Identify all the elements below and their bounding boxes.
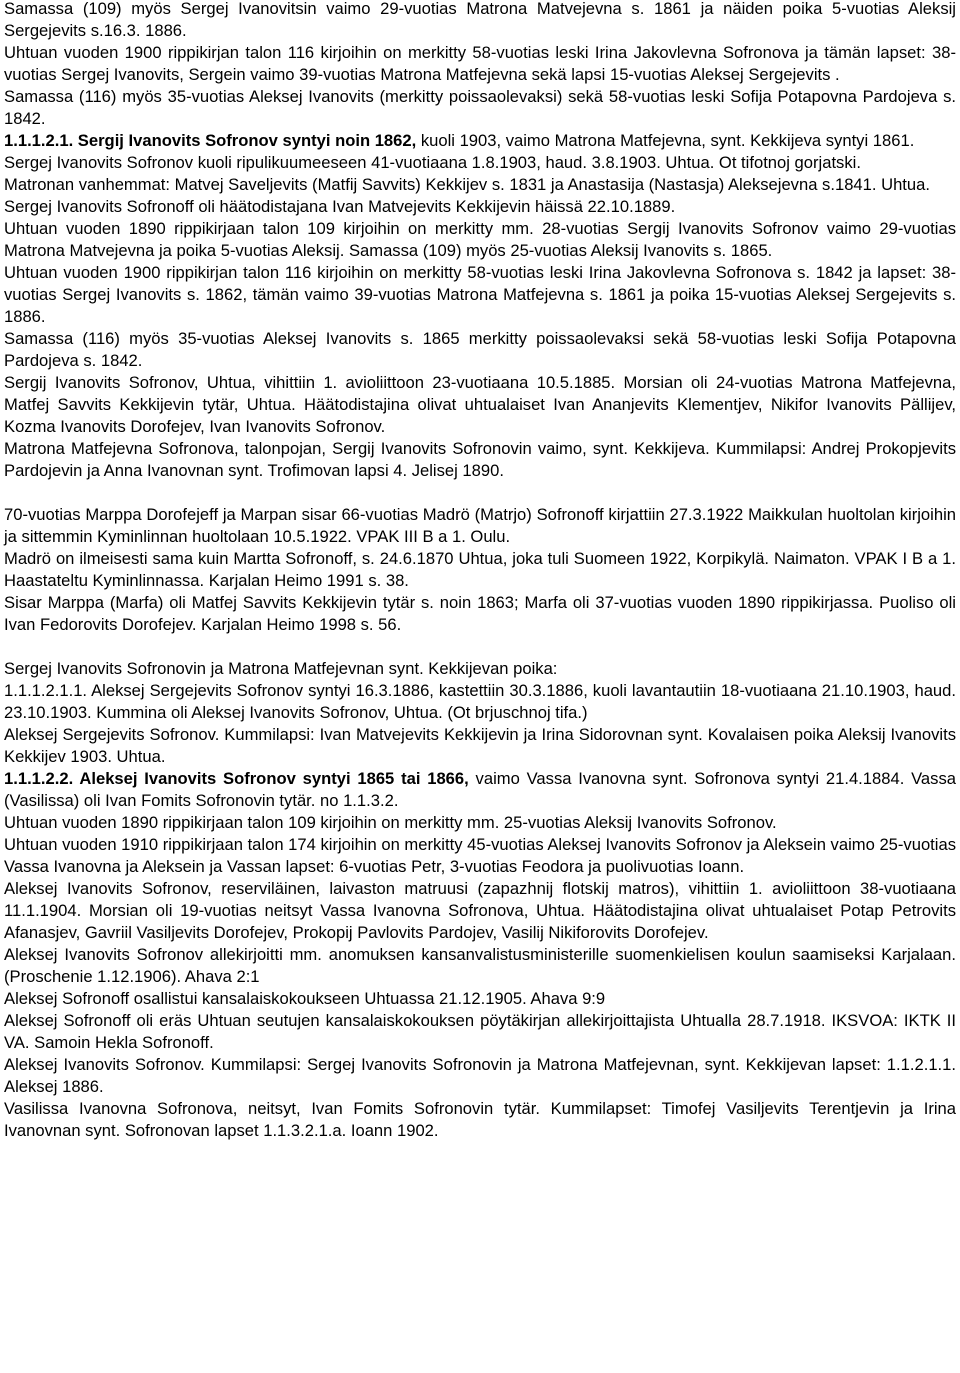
paragraph bbox=[4, 328, 956, 372]
paragraph bbox=[4, 768, 956, 812]
paragraph bbox=[4, 372, 956, 438]
paragraph bbox=[4, 438, 956, 482]
paragraph bbox=[4, 878, 956, 944]
paragraph bbox=[4, 218, 956, 262]
paragraph-text: Aleksej Sofronoff osallistui kansalaiskokoukseen Uhtuassa 21.12.1905. Ahava 9:9 bbox=[4, 989, 606, 1008]
paragraph bbox=[4, 0, 956, 42]
paragraph bbox=[4, 86, 956, 130]
paragraph bbox=[4, 504, 956, 548]
paragraph bbox=[4, 988, 956, 1010]
paragraph-text: Aleksej Ivanovits Sofronov. Kummilapsi: Sergej Ivanovits Sofronovin ja Matrona Matfejevnan, synt. Kekkijevan lapset: 1.1.2.1.1. Aleksej 1886. bbox=[4, 1055, 956, 1096]
paragraph-text: vaimo Vassa Ivanovna synt. Sofronova syntyi 21.4.1884. Vassa (Vasilissa) oli Ivan Fomits Sofronovin tytär. no 1.1.3.2. bbox=[4, 769, 956, 810]
paragraph-text: Madrö on ilmeisesti sama kuin Martta Sofronoff, s. 24.6.1870 Uhtua, joka tuli Suomeen 1922, Korpikylä. Naimaton. VPAK I B a 1. Haastateltu Kyminlinnassa. Karjalan Heimo 1991 s. 38. bbox=[4, 549, 956, 590]
paragraph bbox=[4, 42, 956, 86]
paragraph-text: 70-vuotias Marppa Dorofejeff ja Marpan sisar 66-vuotias Madrö (Matrjo) Sofronoff kirjattiin 27.3.1922 Maikkulan huoltolan kirjoihin ja sittemmin Kyminlinnan huoltolaan 10.5.1922. VPAK III B a 1. Oulu. bbox=[4, 505, 956, 546]
paragraph-text: Matrona Matfejevna Sofronova, talonpojan, Sergij Ivanovits Sofronovin vaimo, synt. Kekkijeva. Kummilapsi: Andrej Prokopjevits Pardojevin ja Anna Ivanovnan synt. Trofimovan lapsi 4. Jelisej 1890. bbox=[4, 439, 956, 480]
paragraph-spacer bbox=[4, 482, 956, 504]
paragraph-text: Uhtuan vuoden 1890 rippikirjaan talon 109 kirjoihin on merkitty mm. 25-vuotias Aleksij Ivanovits Sofronov. bbox=[4, 813, 777, 832]
paragraph bbox=[4, 812, 956, 834]
paragraph-text: Sisar Marppa (Marfa) oli Matfej Savvits Kekkijevin tytär s. noin 1863; Marfa oli 37-vuotias vuoden 1890 rippikirjassa. Puoliso oli Ivan Fedorovits Dorofejev. Karjalan Heimo 1998 s. 56. bbox=[4, 593, 956, 634]
paragraph-spacer bbox=[4, 636, 956, 658]
paragraph-text: Aleksej Sofronoff oli eräs Uhtuan seutujen kansalaiskokouksen pöytäkirjan allekirjoittajista Uhtualla 28.7.1918. IKSVOA: IKTK II VA. Samoin Hekla Sofronoff. bbox=[4, 1011, 956, 1052]
paragraph-text: Sergej Ivanovits Sofronoff oli häätodistajana Ivan Matvejevits Kekkijevin häissä 22.10.1889. bbox=[4, 197, 676, 216]
paragraph-text: kuoli 1903, vaimo Matrona Matfejevna, synt. Kekkijeva syntyi 1861. bbox=[416, 131, 915, 150]
paragraph-text: 1.1.1.2.1.1. Aleksej Sergejevits Sofronov syntyi 16.3.1886, kastettiin 30.3.1886, kuoli lavantautiin 18-vuotiaana 21.10.1903, haud. 23.10.1903. Kummina oli Aleksej Ivanovits Sofronov, Uhtua. (Ot brjuschnoj tifa.) bbox=[4, 681, 956, 722]
paragraph bbox=[4, 834, 956, 878]
paragraph-text: Sergej Ivanovits Sofronovin ja Matrona Matfejevnan synt. Kekkijevan poika: bbox=[4, 659, 558, 678]
paragraph bbox=[4, 130, 956, 152]
paragraph-text: Aleksej Ivanovits Sofronov, reserviläinen, laivaston matruusi (zapazhnij flotskij matros), vihittiin 1. avioliittoon 38-vuotiaana 11.1.1904. Morsian oli 19-vuotias neitsyt Vassa Ivanovna Sofronova, Uhtua. Häätodistajina olivat uhtualaiset Potap Petrovits Afanasjev, Gavriil Vasiljevits Dorofejev, Prokopij Pavlovits Pardojev, Vasilij Nikiforovits Dorofejev. bbox=[4, 879, 956, 942]
paragraph bbox=[4, 174, 956, 196]
paragraph bbox=[4, 1010, 956, 1054]
paragraph-text: Uhtuan vuoden 1890 rippikirjaan talon 109 kirjoihin on merkitty mm. 28-vuotias Sergij Ivanovits Sofronov vaimo 29-vuotias Matrona Matvejevna ja poika 5-vuotias Aleksij. Samassa (109) myös 25-vuotias Aleksij Ivanovits s. 1865. bbox=[4, 219, 956, 260]
paragraph-text: Sergej Ivanovits Sofronov kuoli ripulikuumeeseen 41-vuotiaana 1.8.1903, haud. 3.8.1903. Uhtua. Ot tifotnoj gorjatski. bbox=[4, 153, 861, 172]
paragraph bbox=[4, 548, 956, 592]
paragraph-text: Sergij Ivanovits Sofronov, Uhtua, vihittiin 1. avioliittoon 23-vuotiaana 10.5.1885. Morsian oli 24-vuotias Matrona Matfejevna, Matfej Savvits Kekkijevin tytär, Uhtua. Häätodistajina olivat uhtualaiset Ivan Ananjevits Klementjev, Nikifor Ivanovits Pällijev, Kozma Ivanovits Dorofejev, Ivan Ivanovits Sofronov. bbox=[4, 373, 956, 436]
document-page bbox=[4, 0, 956, 1142]
paragraph bbox=[4, 680, 956, 724]
paragraph-text: Aleksej Ivanovits Sofronov allekirjoitti mm. anomuksen kansanvalistusministerille suomenkielisen koulun saamiseksi Karjalaan. (Proschenie 1.12.1906). Ahava 2:1 bbox=[4, 945, 956, 986]
paragraph bbox=[4, 944, 956, 988]
paragraph bbox=[4, 592, 956, 636]
paragraph-text: Uhtuan vuoden 1900 rippikirjan talon 116 kirjoihin on merkitty 58-vuotias leski Irina Jakovlevna Sofronova s. 1842 ja lapset: 38-vuotias Sergej Ivanovits s. 1862, tämän vaimo 39-vuotias Matrona Matfejevna s. 1861 ja poika 15-vuotias Aleksej Sergejevits s. 1886. bbox=[4, 263, 956, 326]
paragraph bbox=[4, 1054, 956, 1098]
paragraph bbox=[4, 196, 956, 218]
paragraph bbox=[4, 1098, 956, 1142]
paragraph-text: Aleksej Sergejevits Sofronov. Kummilapsi: Ivan Matvejevits Kekkijevin ja Irina Sidorovnan synt. Kovalaisen poika Aleksij Ivanovits Kekkijev 1903. Uhtua. bbox=[4, 725, 956, 766]
person-heading: 1.1.1.2.2. Aleksej Ivanovits Sofronov syntyi 1865 tai 1866, bbox=[4, 769, 469, 788]
paragraph bbox=[4, 152, 956, 174]
paragraph-text: Samassa (109) myös Sergej Ivanovitsin vaimo 29-vuotias Matrona Matvejevna s. 1861 ja näiden poika 5-vuotias Aleksij Sergejevits s.16.3. 1886. bbox=[4, 0, 956, 40]
paragraph-text: Matronan vanhemmat: Matvej Saveljevits (Matfij Savvits) Kekkijev s. 1831 ja Anastasija (Nastasja) Aleksejevna s.1841. Uhtua. bbox=[4, 175, 930, 194]
paragraph-text: Vasilissa Ivanovna Sofronova, neitsyt, Ivan Fomits Sofronovin tytär. Kummilapset: Timofej Vasiljevits Terentjevin ja Irina Ivanovnan synt. Sofronovan lapset 1.1.3.2.1.a. Ioann 1902. bbox=[4, 1099, 956, 1140]
paragraph bbox=[4, 724, 956, 768]
paragraph-text: Uhtuan vuoden 1910 rippikirjaan talon 174 kirjoihin on merkitty 45-vuotias Aleksej Ivanovits Sofronov ja Aleksein vaimo 25-vuotias Vassa Ivanovna ja Aleksein ja Vassan lapset: 6-vuotias Petr, 3-vuotias Feodora ja puolivuotias Ioann. bbox=[4, 835, 956, 876]
paragraph bbox=[4, 658, 956, 680]
paragraph-text: Samassa (116) myös 35-vuotias Aleksej Ivanovits (merkitty poissaolevaksi) sekä 58-vuotias leski Sofija Potapovna Pardojeva s. 1842. bbox=[4, 87, 956, 128]
person-heading: 1.1.1.2.1. Sergij Ivanovits Sofronov syntyi noin 1862, bbox=[4, 131, 417, 150]
paragraph-text: Samassa (116) myös 35-vuotias Aleksej Ivanovits s. 1865 merkitty poissaolevaksi sekä 58-vuotias leski Sofija Potapovna Pardojeva s. 1842. bbox=[4, 329, 956, 370]
paragraph-text: Uhtuan vuoden 1900 rippikirjan talon 116 kirjoihin on merkitty 58-vuotias leski Irina Jakovlevna Sofronova ja tämän lapset: 38-vuotias Sergej Ivanovits, Sergein vaimo 39-vuotias Matrona Matfejevna sekä lapsi 15-vuotias Aleksej Sergejevits . bbox=[4, 43, 956, 84]
paragraph bbox=[4, 262, 956, 328]
